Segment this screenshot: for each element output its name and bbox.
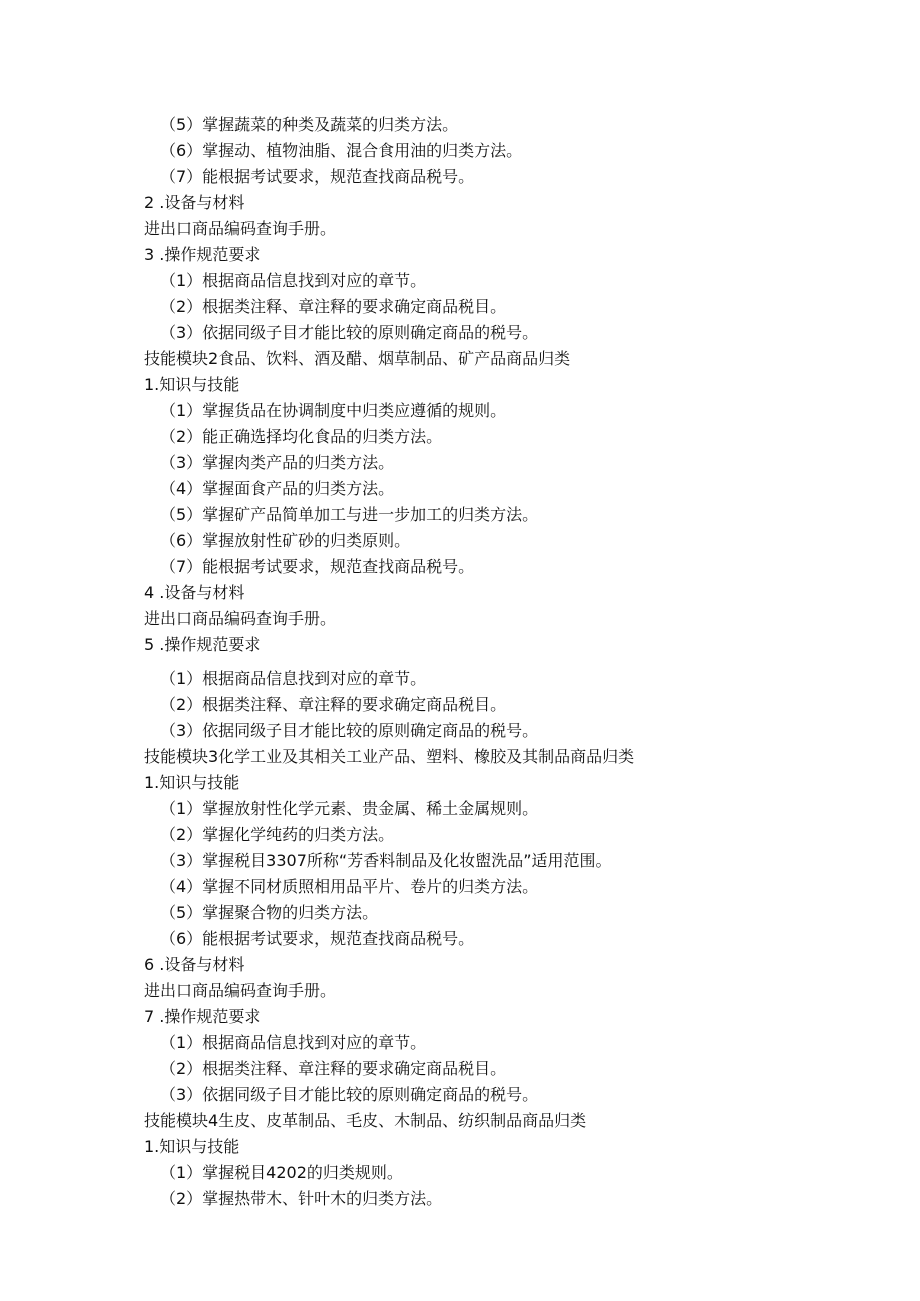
section-line: 技能模块2食品、饮料、酒及醋、烟草制品、矿产品商品归类 xyxy=(144,349,571,368)
list-item: （6）能根据考试要求，规范查找商品税号。 xyxy=(160,929,475,948)
list-item: （3）掌握肉类产品的归类方法。 xyxy=(160,453,395,472)
list-item: （2）能正确选择均化食品的归类方法。 xyxy=(160,427,443,446)
list-item: （2）根据类注释、章注释的要求确定商品税目。 xyxy=(160,695,507,714)
section-line: 2 .设备与材料 xyxy=(144,193,245,212)
list-item: （7）能根据考试要求，规范查找商品税号。 xyxy=(160,557,475,576)
section-line: 进出口商品编码查询手册。 xyxy=(144,219,337,238)
list-item: （1）根据商品信息找到对应的章节。 xyxy=(160,271,427,290)
section-line: 3 .操作规范要求 xyxy=(144,245,261,264)
section-line: 进出口商品编码查询手册。 xyxy=(144,609,337,628)
list-item: （2）根据类注释、章注释的要求确定商品税目。 xyxy=(160,1059,507,1078)
section-line: 6 .设备与材料 xyxy=(144,955,245,974)
section-line: 5 .操作规范要求 xyxy=(144,635,261,654)
list-item: （1）根据商品信息找到对应的章节。 xyxy=(160,669,427,688)
list-item: （2）掌握热带木、针叶木的归类方法。 xyxy=(160,1189,443,1208)
list-item: （3）依据同级子目才能比较的原则确定商品的税号。 xyxy=(160,721,539,740)
list-item: （4）掌握面食产品的归类方法。 xyxy=(160,479,395,498)
section-line: 1.知识与技能 xyxy=(144,1137,240,1156)
document-body xyxy=(0,112,920,1212)
list-item: （6）掌握动、植物油脂、混合食用油的归类方法。 xyxy=(160,141,523,160)
list-item: （2）掌握化学纯药的归类方法。 xyxy=(160,825,395,844)
section-line: 1.知识与技能 xyxy=(144,375,240,394)
list-item: （3）依据同级子目才能比较的原则确定商品的税号。 xyxy=(160,1085,539,1104)
section-line: 4 .设备与材料 xyxy=(144,583,245,602)
section-line: 技能模块4生皮、皮革制品、毛皮、木制品、纺织制品商品归类 xyxy=(144,1111,587,1130)
list-item: （3）掌握税目3307所称“芳香料制品及化妆盥洗品”适用范围。 xyxy=(160,851,612,870)
list-item: （7）能根据考试要求，规范查找商品税号。 xyxy=(160,167,475,186)
list-item: （1）掌握货品在协调制度中归类应遵循的规则。 xyxy=(160,401,507,420)
list-item: （5）掌握蔬菜的种类及蔬菜的归类方法。 xyxy=(160,115,459,134)
list-item: （3）依据同级子目才能比较的原则确定商品的税号。 xyxy=(160,323,539,342)
section-line: 1.知识与技能 xyxy=(144,773,240,792)
list-item: （2）根据类注释、章注释的要求确定商品税目。 xyxy=(160,297,507,316)
section-line: 7 .操作规范要求 xyxy=(144,1007,261,1026)
list-item: （1）掌握放射性化学元素、贵金属、稀土金属规则。 xyxy=(160,799,539,818)
section-line: 进出口商品编码查询手册。 xyxy=(144,981,337,1000)
section-line: 技能模块3化学工业及其相关工业产品、塑料、橡胶及其制品商品归类 xyxy=(144,747,635,766)
list-item: （6）掌握放射性矿砂的归类原则。 xyxy=(160,531,411,550)
list-item: （5）掌握聚合物的归类方法。 xyxy=(160,903,379,922)
list-item: （1）根据商品信息找到对应的章节。 xyxy=(160,1033,427,1052)
list-item: （4）掌握不同材质照相用品平片、卷片的归类方法。 xyxy=(160,877,539,896)
list-item: （1）掌握税目4202的归类规则。 xyxy=(160,1163,403,1182)
list-item: （5）掌握矿产品简单加工与进一步加工的归类方法。 xyxy=(160,505,539,524)
